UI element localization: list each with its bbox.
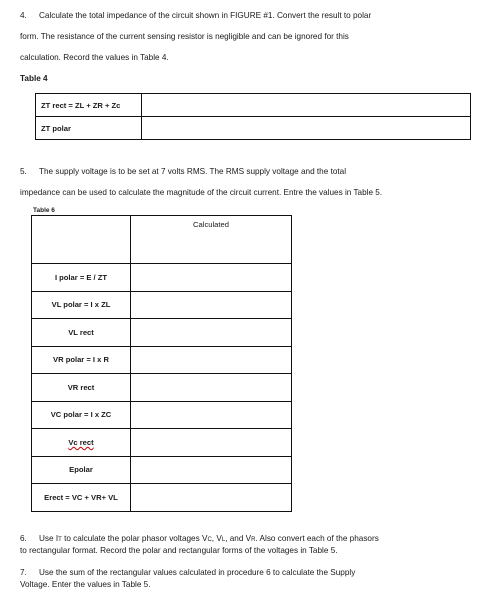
table-row	[36, 117, 471, 140]
table-6-title: Table 6	[33, 207, 55, 214]
table-4-value-zt-rect[interactable]	[142, 94, 471, 117]
table-row	[32, 374, 292, 402]
table-4-value-zt-polar[interactable]	[142, 117, 471, 140]
table-row	[32, 401, 292, 429]
table-4-title: Table 4	[20, 74, 48, 83]
table-header-row	[32, 216, 292, 264]
q7-line-1: Use the sum of the rectangular values calculated in procedure 6 to calculate the Supply	[39, 568, 356, 577]
table-6-header-blank	[32, 216, 131, 264]
table-6-header-calculated: Calculated	[131, 216, 292, 264]
table-6-value-vr-rect[interactable]	[131, 374, 292, 402]
q6-sub-t: T	[58, 537, 62, 543]
table-6-label-vr-polar: VR polar = I x R	[32, 346, 131, 374]
q6-text-e: . Also convert each of the phasors	[255, 534, 379, 543]
table-6-value-i-polar[interactable]	[131, 264, 292, 292]
table-row	[36, 94, 471, 117]
table-row	[32, 319, 292, 347]
table-row	[32, 346, 292, 374]
q5-line-2: impedance can be used to calculate the magnitude of the circuit current. Entre the values in Table 5.	[20, 188, 383, 197]
q6-text-a: Use I	[39, 534, 59, 543]
table-row	[32, 264, 292, 292]
table-row	[32, 456, 292, 484]
table-6-label-vl-polar: VL polar = I x ZL	[32, 291, 131, 319]
q7-number: 7.	[20, 568, 27, 577]
q4-line-1: Calculate the total impedance of the circuit shown in FIGURE #1. Convert the result to polar	[39, 11, 372, 20]
q6-sub-l: L	[221, 537, 226, 543]
spellcheck-underline-text: Vc rect	[68, 437, 94, 447]
q5-line-1: The supply voltage is to be set at 7 volts RMS. The RMS supply voltage and the total	[39, 167, 347, 176]
table-4-label-zt-polar: ZT polar	[36, 117, 142, 140]
q4-line-3: calculation. Record the values in Table 4.	[20, 53, 169, 62]
table-6-label-vc-rect	[32, 429, 131, 457]
q6-number: 6.	[20, 534, 27, 543]
table-6-value-epolar[interactable]	[131, 456, 292, 484]
table-6-label-epolar: Epolar	[32, 456, 131, 484]
table-6-value-vc-polar[interactable]	[131, 401, 292, 429]
q5-number: 5.	[20, 167, 27, 176]
table-row	[32, 484, 292, 512]
table-6	[31, 215, 292, 512]
q4-number: 4.	[20, 11, 27, 20]
table-6-value-erect[interactable]	[131, 484, 292, 512]
q6-text-d: , and V	[225, 534, 252, 543]
table-6-label-vr-rect: VR rect	[32, 374, 131, 402]
table-4-label-zt-rect: ZT rect = ZL + ZR + Zc	[36, 94, 142, 117]
table-6-value-vr-polar[interactable]	[131, 346, 292, 374]
q6-sub-c: C	[207, 537, 212, 543]
table-6-value-vc-rect[interactable]	[131, 429, 292, 457]
table-4	[35, 93, 471, 140]
q4-line-2: form. The resistance of the current sensing resistor is negligible and can be ignored for this	[20, 32, 349, 41]
q7-line-2: Voltage. Enter the values in Table 5.	[20, 580, 151, 589]
q6-line-2: to rectangular format. Record the polar and rectangular forms of the voltages in Table 5.	[20, 546, 338, 555]
q6-sub-r: R	[251, 537, 256, 543]
table-6-label-erect: Erect = VC + VR+ VL	[32, 484, 131, 512]
table-6-label-i-polar: I polar = E / ZT	[32, 264, 131, 292]
table-row	[32, 429, 292, 457]
q6-text-c: , V	[211, 534, 222, 543]
table-row	[32, 291, 292, 319]
q6-text-b: to calculate the polar phasor voltages V	[61, 534, 208, 543]
table-6-label-vc-polar: VC polar = I x ZC	[32, 401, 131, 429]
table-6-value-vl-polar[interactable]	[131, 291, 292, 319]
table-6-label-vl-rect: VL rect	[32, 319, 131, 347]
table-6-value-vl-rect[interactable]	[131, 319, 292, 347]
